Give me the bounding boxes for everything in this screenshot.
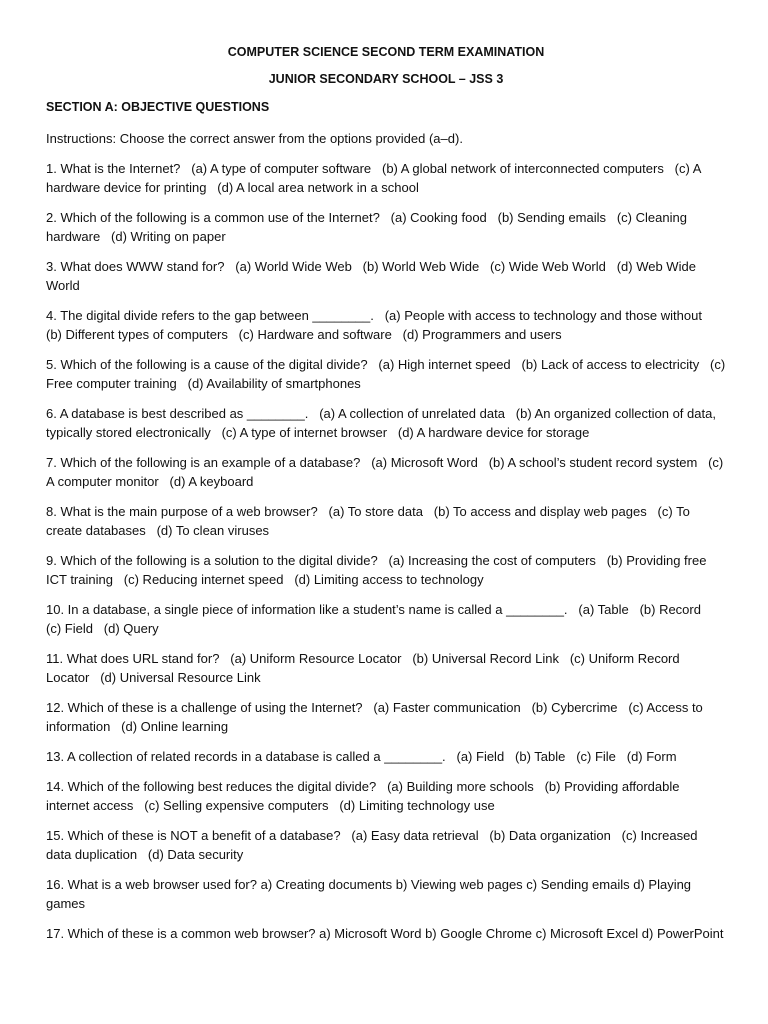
- question-7: 7. Which of the following is an example of a database? (a) Microsoft Word (b) A school’s student record system (c) A computer monitor (d) A keyboard: [46, 455, 727, 489]
- question-11: 11. What does URL stand for? (a) Uniform Resource Locator (b) Universal Record Link (c) Uniform Record Locator (d) Universal Resource Link: [46, 651, 684, 685]
- question-9: 9. Which of the following is a solution to the digital divide? (a) Increasing the cost of computers (b) Providing free ICT training (c) Reducing internet speed (d) Limiting access to technology: [46, 553, 711, 587]
- instructions-text: Instructions: Choose the correct answer from the options provided (a–d).: [46, 131, 463, 146]
- question-14: 14. Which of the following best reduces the digital divide? (a) Building more schools (b) Providing affordable internet access (c) Selling expensive computers (d) Limiting technology use: [46, 779, 684, 813]
- question-13: 13. A collection of related records in a database is called a ________. (a) Field (b) Table (c) File (d) Form: [46, 749, 677, 764]
- question-4: 4. The digital divide refers to the gap between ________. (a) People with access to technology and those without (b) Different types of computers (c) Hardware and software (d) Programmers and users: [46, 308, 713, 342]
- section-heading: SECTION A: OBJECTIVE QUESTIONS: [46, 100, 270, 114]
- question-17: 17. Which of these is a common web browser? a) Microsoft Word b) Google Chrome c) Microsoft Excel d) PowerPoint: [46, 926, 724, 941]
- question-12: 12. Which of these is a challenge of using the Internet? (a) Faster communication (b) Cybercrime (c) Access to information (d) Online learning: [46, 700, 707, 734]
- question-2: 2. Which of the following is a common use of the Internet? (a) Cooking food (b) Sending emails (c) Cleaning hardware (d) Writing on paper: [46, 210, 691, 244]
- question-10: 10. In a database, a single piece of information like a student’s name is called a ________. (a) Table (b) Record (c) Field (d) Query: [46, 602, 712, 636]
- question-3: 3. What does WWW stand for? (a) World Wide Web (b) World Web Wide (c) Wide Web World (d) Web Wide World: [46, 259, 700, 293]
- exam-page: [46, 43, 729, 943]
- question-15: 15. Which of these is NOT a benefit of a database? (a) Easy data retrieval (b) Data organization (c) Increased data duplication (d) Data security: [46, 828, 702, 862]
- question-16: 16. What is a web browser used for? a) Creating documents b) Viewing web pages c) Sending emails d) Playing games: [46, 877, 695, 911]
- question-1: 1. What is the Internet? (a) A type of computer software (b) A global network of interconnected computers (c) A hardware device for printing (d) A local area network in a school: [46, 161, 705, 195]
- question-6: 6. A database is best described as ________. (a) A collection of unrelated data (b) An organized collection of data, typically stored electronically (c) A type of internet browser (d) A hardware device for storage: [46, 406, 720, 440]
- question-8: 8. What is the main purpose of a web browser? (a) To store data (b) To access and display web pages (c) To create databases (d) To clean viruses: [46, 504, 694, 538]
- exam-title: COMPUTER SCIENCE SECOND TERM EXAMINATION: [227, 45, 545, 59]
- question-5: 5. Which of the following is a cause of the digital divide? (a) High internet speed (b) Lack of access to electricity (c) Free computer training (d) Availability of smartphones: [46, 357, 729, 391]
- school-level: JUNIOR SECONDARY SCHOOL – JSS 3: [268, 72, 504, 86]
